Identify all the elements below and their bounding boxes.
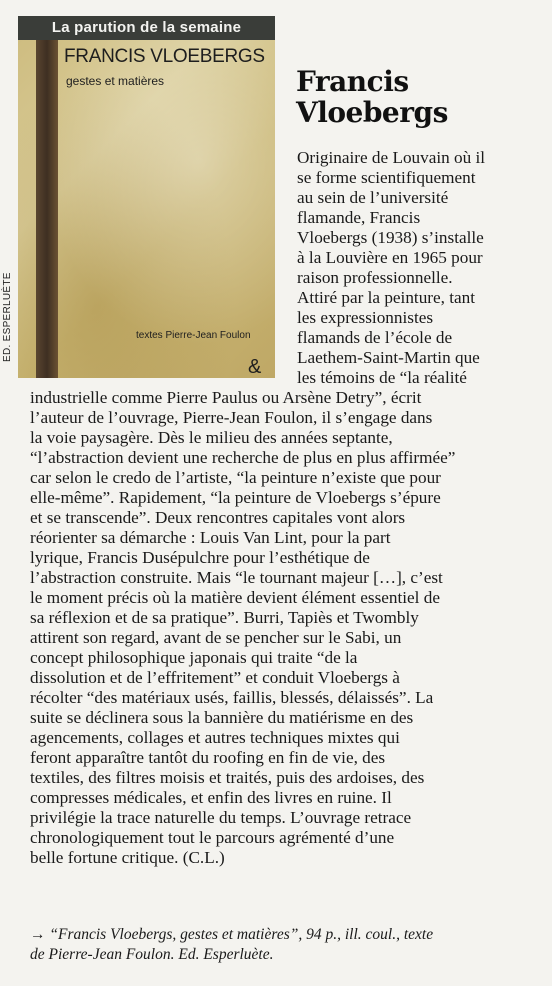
headline-line: Vloebergs (296, 96, 448, 129)
body-line: agencements, collages et autres techniques mixtes qui (30, 728, 400, 747)
cover-texts-credit: textes Pierre-Jean Foulon (136, 330, 251, 341)
body-line: le moment précis où la matière devient élément essentiel de (30, 588, 440, 607)
body-line: flamande, Francis (297, 208, 421, 227)
body-line: flamands de l’école de (297, 328, 453, 347)
cover-band-label: La parution de la semaine (51, 19, 242, 36)
body-line: concept philosophique japonais qui traite “de la (30, 648, 358, 667)
body-line: textiles, des filtres moisis et traités, puis des ardoises, des (30, 768, 425, 787)
body-line: les expressionnistes (297, 308, 434, 327)
body-line: attirent son regard, avant de se pencher sur le Sabi, un (30, 628, 402, 647)
body-line: “l’abstraction devient une recherche de plus en plus affirmée” (30, 448, 456, 467)
body-line: Laethem-Saint-Martin que (297, 348, 480, 367)
body-line: à la Louvière en 1965 pour (297, 248, 483, 267)
cover-dark-strip (36, 40, 58, 378)
publisher-logo: & (248, 356, 262, 378)
body-line: Attiré par la peinture, tant (297, 288, 476, 307)
body-line: feront apparaître tantôt du roofing en fin de vie, des (30, 748, 386, 767)
cover-band (18, 16, 275, 40)
article-body-full-width (30, 388, 550, 868)
body-line: la voie paysagère. Dès le milieu des années septante, (30, 428, 393, 447)
footnote-line-2: de Pierre-Jean Foulon. Ed. Esperluète. (30, 946, 274, 963)
book-reference-footnote (30, 925, 545, 965)
body-line: car selon le credo de l’artiste, “la peinture n’existe que pour (30, 468, 441, 487)
body-line: se forme scientifiquement (297, 168, 476, 187)
body-line: dissolution et de l’effritement” et conduit Vloebergs à (30, 668, 400, 687)
photo-credit: ED. ESPERLUÈTE (2, 272, 13, 362)
body-line: compresses médicales, et enfin des livres en ruine. Il (30, 788, 392, 807)
body-line: suite se déclinera sous la bannière du matiérisme en des (30, 708, 414, 727)
body-line: au sein de l’université (297, 188, 449, 207)
headline-line: Francis (296, 65, 409, 98)
body-line: récolter “des matériaux usés, faillis, blessés, délaissés”. La (30, 688, 434, 707)
arrow-icon: → (30, 926, 46, 943)
body-line: l’auteur de l’ouvrage, Pierre-Jean Foulon, il s’engage dans (30, 408, 433, 427)
body-line: réorienter sa démarche : Louis Van Lint, pour la part (30, 528, 391, 547)
book-cover-image (18, 16, 275, 378)
body-line: privilégie la trace naturelle du temps. L’ouvrage retrace (30, 808, 412, 827)
body-line: les témoins de “la réalité (297, 368, 467, 387)
body-line: Vloebergs (1938) s’installe (297, 228, 484, 247)
body-line: belle fortune critique. (C.L.) (30, 848, 225, 867)
body-line: chronologiquement tout le parcours agrémenté d’une (30, 828, 395, 847)
cover-subtitle: gestes et matières (66, 74, 165, 88)
footnote-text: “Francis Vloebergs, gestes et matières”, 94 p., ill. coul., texte (49, 926, 434, 943)
body-line: raison professionnelle. (297, 268, 453, 287)
article-body-right-column (297, 148, 547, 388)
footnote-line-1 (30, 925, 545, 945)
article-headline (296, 66, 536, 128)
body-line: lyrique, Francis Dusépulchre pour l’esthétique de (30, 548, 370, 567)
cover-title: FRANCIS VLOEBERGS (64, 46, 265, 67)
body-line: et se transcende”. Deux rencontres capitales vont alors (30, 508, 406, 527)
body-line: industrielle comme Pierre Paulus ou Arsène Detry”, écrit (30, 388, 422, 407)
body-line: elle-même”. Rapidement, “la peinture de Vloebergs s’épure (30, 488, 441, 507)
body-line: l’abstraction construite. Mais “le tournant majeur […], c’est (30, 568, 443, 587)
body-line: sa réflexion et de sa pratique”. Burri, Tapiès et Twombly (30, 608, 419, 627)
body-line: Originaire de Louvain où il (297, 148, 486, 167)
